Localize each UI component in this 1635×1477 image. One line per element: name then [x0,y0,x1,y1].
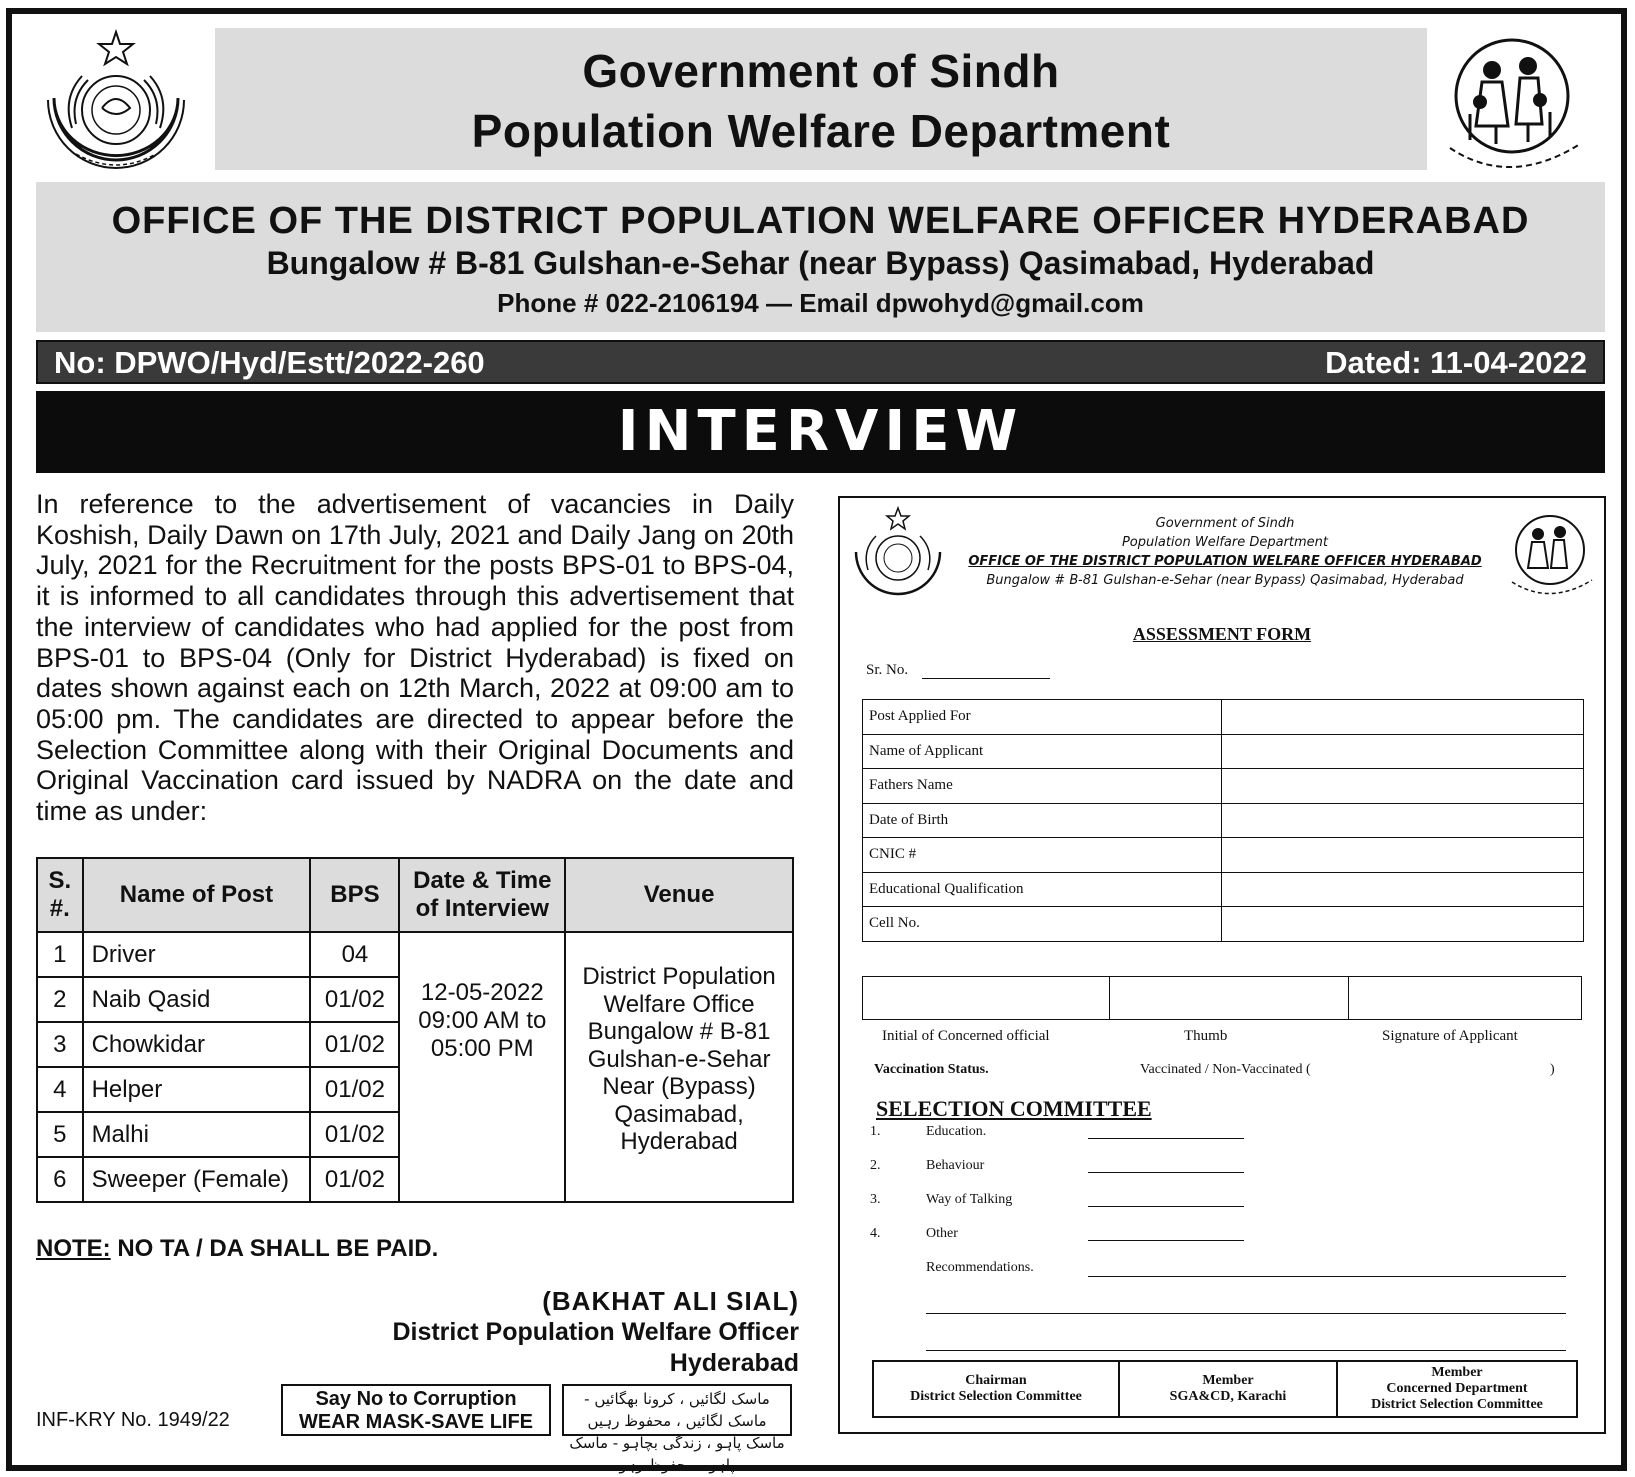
department-name: Population Welfare Department [471,105,1171,157]
slogan-line-1: Say No to Corruption [315,1388,517,1410]
chairman-cell [873,1361,1119,1417]
table-header-row [37,858,793,932]
form-row [863,803,1584,838]
row-post: Chowkidar [83,1022,311,1067]
row-post: Sweeper (Female) [83,1157,311,1202]
notice-body: In reference to the advertisement of vacancies in Daily Koshish, Daily Dawn on 17th July, 2021 and Daily Jang on 20th July, 2021 for the Recruitment for the posts BPS-01 to BPS-04, it is informed to all candidates through this advertisement that the interview of candidates who had applied for the post from BPS-01 to BPS-04 (Only for District Hyderabad) is fixed on dates shown against each on 12th March, 2022 at 09:00 am to 05:00 pm. The candidates are directed to appear before the Selection Committee along with their Original Documents and Original Vaccination card issued by NADRA on the date and time as under: [36,489,794,827]
form-welfare-logo [1506,510,1596,600]
field-label: Fathers Name [863,769,1222,804]
form-head-address: Bungalow # B-81 Gulshan-e-Sehar (near Bypass) Qasimabad, Hyderabad [986,573,1464,588]
form-head-dept: Population Welfare Department [1121,535,1329,550]
government-name: Government of Sindh [582,45,1060,97]
sindh-emblem-logo [36,28,196,178]
signatory-block [392,1286,799,1379]
committee-detail: SGA&CD, Karachi [1169,1389,1287,1404]
field-label: CNIC # [863,838,1222,873]
interview-banner: INTERVIEW [36,391,1605,473]
office-header [36,182,1605,332]
row-bps: 01/02 [310,1022,399,1067]
venue-line: Near (Bypass) [602,1073,756,1100]
venue-line: Bungalow # B-81 [587,1018,771,1045]
signature-boxes [862,976,1582,1020]
criteria-label: Behaviour [926,1158,985,1173]
field-value[interactable] [1222,734,1584,769]
office-title: OFFICE OF THE DISTRICT POPULATION WELFARE OFFICER HYDERABAD [111,200,1530,242]
form-row [863,700,1584,735]
header-bps: BPS [310,858,399,932]
slogan-line-2: WEAR MASK-SAVE LIFE [298,1411,534,1433]
field-label: Name of Applicant [863,734,1222,769]
criteria-number: 4. [870,1226,881,1241]
row-sn: 5 [37,1112,83,1157]
urdu-line-2: ماسک پاہو ، زندگی بچاہو - ماسک پاہو ، محفوظ رہو [569,1434,785,1474]
thumb-label: Thumb [1184,1028,1228,1044]
field-label: Cell No. [863,907,1222,942]
recommendations-line[interactable] [1088,1276,1566,1277]
criteria-label: Education. [926,1124,987,1139]
header-post: Name of Post [83,858,311,932]
form-row [863,769,1584,804]
form-row [863,838,1584,873]
inf-number: INF-KRY No. 1949/22 [36,1409,230,1431]
criteria-score-line[interactable] [1088,1138,1244,1139]
recommendations-line[interactable] [926,1313,1566,1314]
row-post: Malhi [83,1112,311,1157]
reference-bar [36,340,1605,384]
committee-role: Chairman [965,1373,1027,1388]
table-row [37,932,793,977]
recommendations-line[interactable] [926,1350,1566,1351]
form-row [863,872,1584,907]
field-value[interactable] [1222,907,1584,942]
row-sn: 1 [37,932,83,977]
field-label: Date of Birth [863,803,1222,838]
vaccination-options: Vaccinated / Non-Vaccinated ( [1140,1062,1311,1077]
urdu-line-1: ماسک لگائیں ، کرونا بھگائیں - ماسک لگائیں ، محفوظ رہیں [584,1390,770,1430]
row-post: Helper [83,1067,311,1112]
vaccination-label: Vaccination Status. [874,1062,989,1077]
recommendations-label: Recommendations. [926,1260,1034,1275]
row-bps: 01/02 [310,1157,399,1202]
corruption-slogan-box [281,1384,551,1436]
form-head-office: OFFICE OF THE DISTRICT POPULATION WELFARE OFFICER HYDERABAD [968,554,1482,569]
criteria-score-line[interactable] [1088,1172,1244,1173]
member-department-cell [1337,1361,1577,1417]
venue-line: Gulshan-e-Sehar [587,1045,771,1073]
criteria-number: 1. [870,1124,881,1139]
header-date: Date & Time of Interview [399,858,565,932]
office-contact: Phone # 022-2106194 — Email dpwohyd@gmail.com [497,288,1144,318]
interview-time-end: 05:00 PM [430,1035,534,1062]
form-row [863,907,1584,942]
reference-date: Dated: 11-04-2022 [1325,345,1587,380]
form-sindh-emblem [848,506,948,601]
posts-table [36,857,794,1203]
field-value[interactable] [1222,872,1584,907]
sr-no-field[interactable] [922,678,1050,679]
row-bps: 01/02 [310,977,399,1022]
row-bps: 04 [310,932,399,977]
field-value[interactable] [1222,700,1584,735]
form-head-gov: Government of Sindh [1155,516,1295,531]
criteria-label: Way of Talking [926,1192,1013,1207]
government-header [215,28,1427,170]
initial-label: Initial of Concerned official [882,1028,1050,1044]
signatory-designation: District Population Welfare Officer [392,1318,799,1346]
header-sn: S. #. [37,858,83,932]
row-post: Driver [83,932,311,977]
row-sn: 4 [37,1067,83,1112]
committee-role: Member [1202,1373,1254,1388]
field-label: Post Applied For [863,700,1222,735]
committee-signatures [872,1360,1578,1418]
sr-no-label: Sr. No. [866,662,909,678]
committee-role: Member [1431,1365,1483,1380]
venue-cell [565,932,793,1202]
venue-line: Welfare Office [603,990,755,1018]
field-label: Educational Qualification [863,872,1222,907]
signatory-city: Hyderabad [669,1349,799,1377]
committee-detail: District Selection Committee [910,1389,1082,1404]
note-text: NO TA / DA SHALL BE PAID. [110,1235,439,1262]
note-label: NOTE: [36,1235,111,1262]
vaccination-close: ) [1550,1062,1555,1077]
venue-line: Qasimabad, [614,1100,744,1128]
row-sn: 3 [37,1022,83,1067]
row-bps: 01/02 [310,1112,399,1157]
row-sn: 2 [37,977,83,1022]
applicant-signature-label: Signature of Applicant [1382,1028,1518,1044]
criteria-score-line[interactable] [1088,1206,1244,1207]
interview-date: 12-05-2022 [420,979,544,1006]
interview-time-start: 09:00 AM to [418,1007,547,1034]
header-venue: Venue [565,858,793,932]
criteria-number: 2. [870,1158,881,1173]
office-address: Bungalow # B-81 Gulshan-e-Sehar (near Bypass) Qasimabad, Hyderabad [266,245,1375,281]
urdu-slogan-box [562,1384,792,1474]
applicant-signature-box[interactable] [1349,977,1582,1020]
form-header [950,514,1500,590]
field-value[interactable] [1222,838,1584,873]
reference-number: No: DPWO/Hyd/Estt/2022-260 [54,345,485,380]
row-post: Naib Qasid [83,977,311,1022]
committee-detail: District Selection Committee [1371,1397,1543,1412]
criteria-label: Other [926,1226,958,1241]
thumb-box[interactable] [1110,977,1349,1020]
field-value[interactable] [1222,803,1584,838]
committee-detail: Concerned Department [1386,1381,1528,1396]
population-welfare-logo [1440,30,1590,175]
field-value[interactable] [1222,769,1584,804]
venue-line: District Population [582,963,776,990]
row-bps: 01/02 [310,1067,399,1112]
initial-box[interactable] [863,977,1110,1020]
form-row [863,734,1584,769]
member-sgacd-cell [1119,1361,1337,1417]
payment-note [36,1235,438,1263]
row-sn: 6 [37,1157,83,1202]
signatory-name: (BAKHAT ALI SIAL) [542,1286,799,1316]
applicant-details-table [862,699,1584,942]
form-title: ASSESSMENT FORM [1132,624,1312,644]
interview-date-cell [399,932,565,1202]
criteria-score-line[interactable] [1088,1240,1244,1241]
venue-line: Hyderabad [620,1128,738,1155]
criteria-number: 3. [870,1192,881,1207]
selection-committee-title: SELECTION COMMITTEE [876,1096,1152,1121]
assessment-form [838,496,1606,1434]
